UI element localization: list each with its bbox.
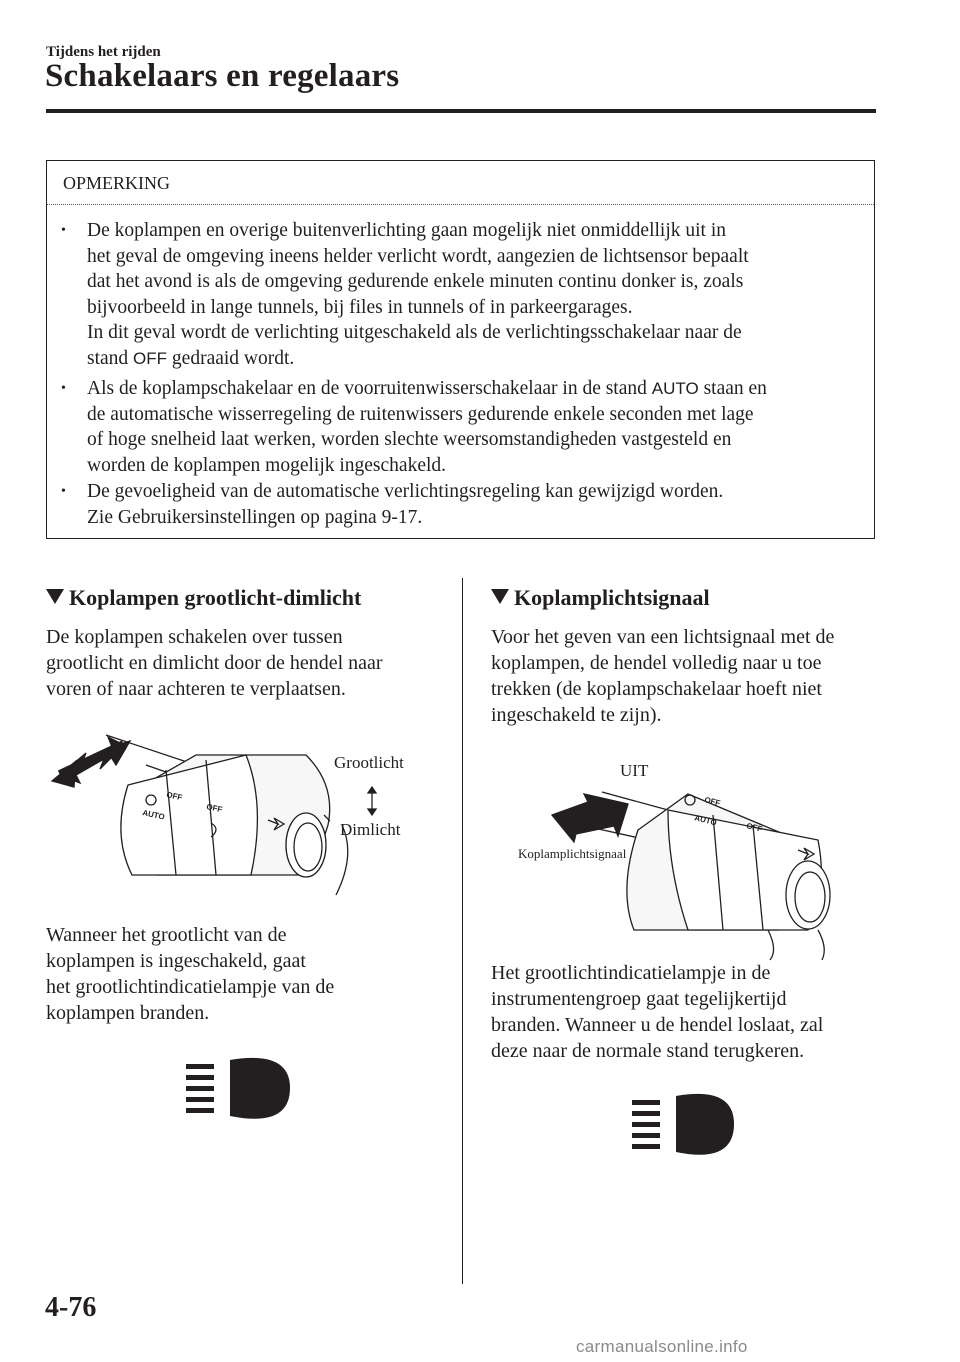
heading-flash-to-pass: Koplamplichtsignaal [491,585,710,611]
note-line: dat het avond is als de omgeving gedurende enkele minuten continu donker is, zoals [87,271,744,292]
switch-auto-label: AUTO [693,813,718,828]
note-line: Als de koplampschakelaar en de voorruitenwisserschakelaar in de stand [87,378,647,399]
high-beam-indicator-icon [632,1094,734,1154]
triangle-marker-icon [491,589,509,604]
note-item-3 [61,479,861,530]
lever-figure-high-low [46,725,446,905]
switch-off-label: OFF [703,795,722,808]
note-line: stand [87,347,129,369]
note-line: bijvoorbeeld in lange tunnels, bij files in tunnels of in parkeergarages. [87,296,633,318]
code-off: OFF [133,348,168,368]
note-divider [47,204,874,205]
flash-arrow-icon [552,794,628,842]
triangle-marker-icon [46,589,64,604]
bullet-icon: • [61,381,66,396]
note-item-1 [61,218,861,371]
high-beam-indicator-icon [186,1058,290,1118]
note-line: staan en [703,378,767,399]
note-heading: OPMERKING [63,173,171,193]
label-low-beam: Dimlicht [340,820,401,839]
note-line: De gevoeligheid van de automatische verlichtingsregeling kan gewijzigd worden. [87,481,724,502]
bullet-icon: • [61,223,66,238]
note-line: De koplampen en overige buitenverlichting gaan mogelijk niet onmiddellijk uit in [87,220,727,241]
body-high-low-beam: Wanneer het grootlicht van de koplampen is ingeschakeld, gaat het grootlichtindicatielampje van de koplampen branden. [46,924,335,1024]
bullet-icon: • [61,484,66,499]
label-flash-to-pass: Koplamplichtsignaal [518,846,627,861]
watermark: carmanualsonline.info [576,1337,748,1356]
note-line: de automatische wisserregeling de ruitenwissers gedurende enkele seconden met lage [87,403,754,425]
label-high-beam: Grootlicht [334,753,404,772]
note-line: worden de koplampen mogelijk ingeschakeld. [87,454,447,476]
note-line: gedraaid wordt. [171,347,295,369]
note-line: of hoge snelheid laat werken, worden slechte weersomstandigheden vastgesteld en [87,429,732,450]
intro-flash-to-pass: Voor het geven van een lichtsignaal met de koplampen, de hendel volledig naar u toe trekken (de koplampschakelaar hoeft niet ingeschakeld te zijn). [491,626,835,726]
code-auto: AUTO [651,379,699,398]
switch-auto-label: AUTO [141,808,166,822]
note-box [46,160,875,539]
note-line: Zie Gebruikersinstellingen op pagina 9-17. [87,506,423,528]
switch-off-label-2: OFF [745,821,764,834]
section-label: Tijdens het rijden [46,44,161,60]
note-line: het geval de omgeving ineens helder verlicht wordt, aangezien de lichtsensor bepaalt [87,245,749,267]
title-rule [46,109,876,113]
label-off: UIT [620,761,649,780]
column-divider [462,578,463,1284]
note-item-2 [61,376,861,478]
switch-off-label-2: OFF [205,802,224,815]
page-number: 4-76 [45,1292,97,1323]
page-title: Schakelaars en regelaars [45,58,400,94]
intro-high-low-beam: De koplampen schakelen over tussen grootlicht en dimlicht door de hendel naar voren of naar achteren te verplaatsen. [46,626,383,700]
lever-figure-flash [518,770,848,960]
body-flash-to-pass: Het grootlichtindicatielampje in de instrumentengroep gaat tegelijkertijd branden. Wanneer u de hendel loslaat, zal deze naar de normale stand terugkeren. [491,962,824,1062]
note-line: In dit geval wordt de verlichting uitgeschakeld als de verlichtingsschakelaar naar de [87,322,742,343]
switch-off-label: OFF [165,790,184,803]
heading-high-low-beam: Koplampen grootlicht-dimlicht [46,585,361,611]
